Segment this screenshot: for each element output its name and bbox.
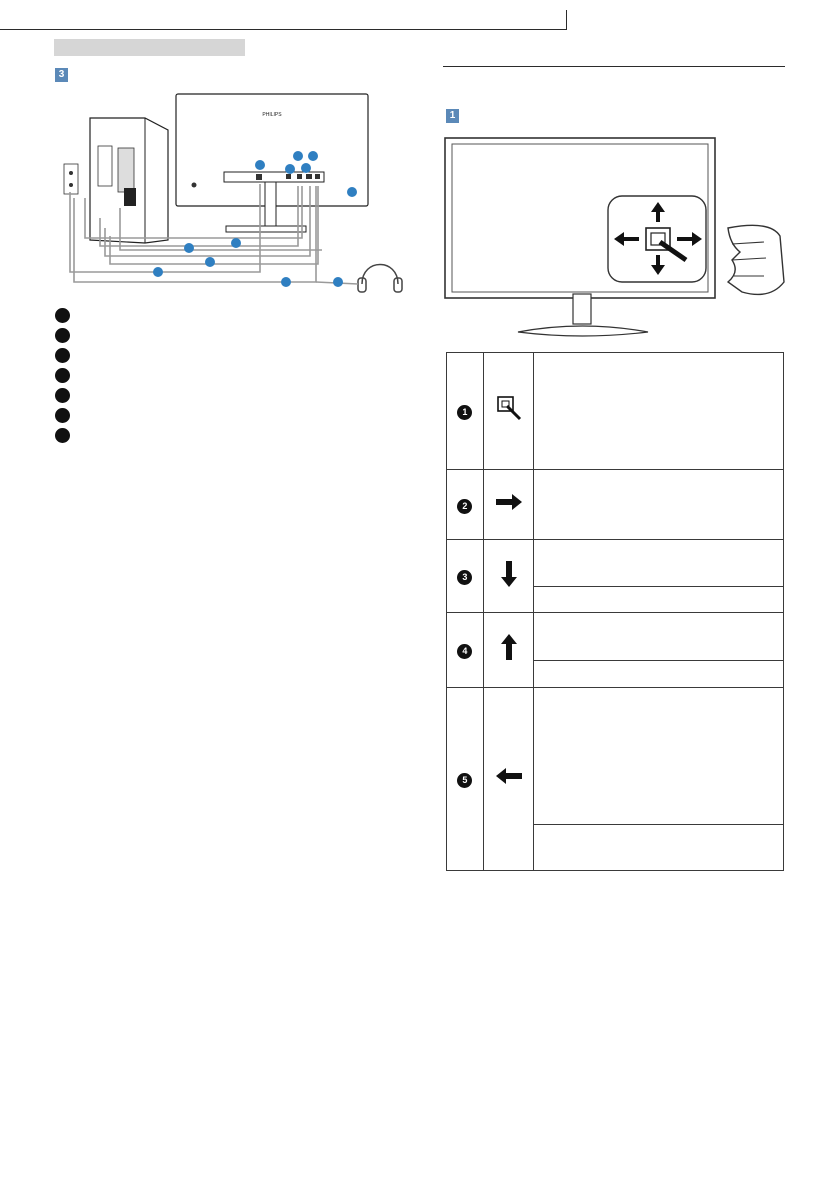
osd-menu-key-icon	[494, 393, 524, 423]
table-row	[447, 469, 784, 540]
control-description	[534, 469, 784, 540]
control-description	[534, 540, 784, 586]
header-rule-tick	[566, 10, 567, 30]
row-number: 3	[457, 570, 472, 585]
brand-logo: PHILIPS	[262, 112, 282, 118]
step-badge-1: 1	[446, 109, 459, 123]
arrow-up-icon	[501, 632, 517, 662]
header-rule	[0, 29, 566, 30]
legend-marker-1	[55, 308, 70, 323]
arrow-right-icon	[494, 494, 524, 510]
control-description	[534, 687, 784, 824]
legend-marker-2	[55, 328, 70, 343]
legend-marker-3	[55, 348, 70, 363]
table-row	[447, 353, 784, 470]
table-row	[447, 687, 784, 824]
row-number: 1	[457, 405, 472, 420]
section-rule	[443, 66, 785, 67]
control-description	[534, 824, 784, 870]
legend-marker-6	[55, 408, 70, 423]
control-description	[534, 586, 784, 612]
table-row	[447, 540, 784, 586]
monitor-front-diagram	[440, 132, 800, 342]
legend-marker-4	[55, 368, 70, 383]
arrow-left-icon	[494, 768, 524, 784]
control-description	[534, 353, 784, 470]
legend-marker-5	[55, 388, 70, 403]
headphones-icon	[358, 265, 402, 293]
controls-table	[446, 352, 784, 871]
control-description	[534, 612, 784, 660]
legend-marker-7	[55, 428, 70, 443]
section-title-bar	[54, 39, 245, 56]
table-row	[447, 612, 784, 660]
row-number: 4	[457, 644, 472, 659]
arrow-down-icon	[501, 559, 517, 589]
control-description	[534, 661, 784, 687]
connection-diagram	[40, 88, 410, 303]
row-number: 2	[457, 499, 472, 514]
step-badge-3: 3	[55, 68, 68, 82]
row-number: 5	[457, 773, 472, 788]
